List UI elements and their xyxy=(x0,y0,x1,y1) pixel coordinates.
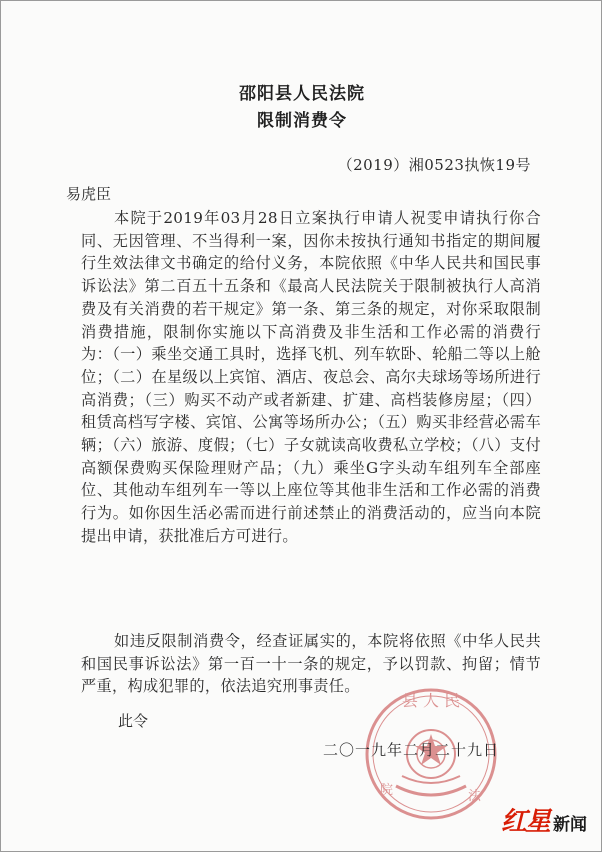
court-name: 邵阳县人民法院 xyxy=(239,84,365,104)
watermark-black-text: 新闻 xyxy=(553,814,587,835)
issue-date: 二〇一九年二月二十九日 xyxy=(323,741,500,759)
recipient-name: 易虎臣 xyxy=(66,185,112,203)
order-body-paragraph: 本院于2019年03月28日立案执行申请人祝雯申请执行你合同、无因管理、不当得利一案，因你未按执行通知书指定的期间履行生效法律文书确定的给付义务，本院依照《中华人民共和国民事诉讼法》第二百五十五条和《最高人民法院关于限制被执行人高消费及有关消费的若干规定》第一条、第三条的规定，对你采取限制消费措施，限制你实施以下高消费及非生活和工作必需的消费行为：（一）乘坐交通工具时，选择飞机、列车软卧、轮船二等以上舱位；（二）在星级以上宾馆、酒店、夜总会、高尔夫球场等场所进行高消费；（三）购买不动产或者新建、扩建、高档装修房屋；（四）租赁高档写字楼、宾馆、公寓等场所办公；（五）购买非经营必需车辆；（六）旅游、度假；（七）子女就读高收费私立学校；（八）支付高额保费购买保险理财产品；（九）乘坐G字头动车组列车全部座位、其他动车组列车一等以上座位等其他非生活和工作必需的消费行为。如你因生活必需而进行前述禁止的消费活动的，应当向本院提出申请，获批准后方可进行。 xyxy=(81,209,541,545)
order-title: 限制消费令 xyxy=(257,111,347,131)
warning-paragraph: 如违反限制消费令，经查证属实的，本院将依照《中华人民共和国民事诉讼法》第一百一十一条的规定，予以罚款、拘留；情节严重，构成犯罪的，依法追究刑事责任。 xyxy=(81,632,541,696)
svg-text:法: 法 xyxy=(468,789,482,804)
news-watermark-logo xyxy=(501,809,587,835)
svg-text:院: 院 xyxy=(380,783,394,798)
watermark-red-text: 红星 xyxy=(500,807,549,837)
closing-text: 此令 xyxy=(118,712,149,730)
case-number: （2019）湘0523执恢19号 xyxy=(337,156,531,174)
svg-text:县 人 民: 县 人 民 xyxy=(401,691,461,710)
